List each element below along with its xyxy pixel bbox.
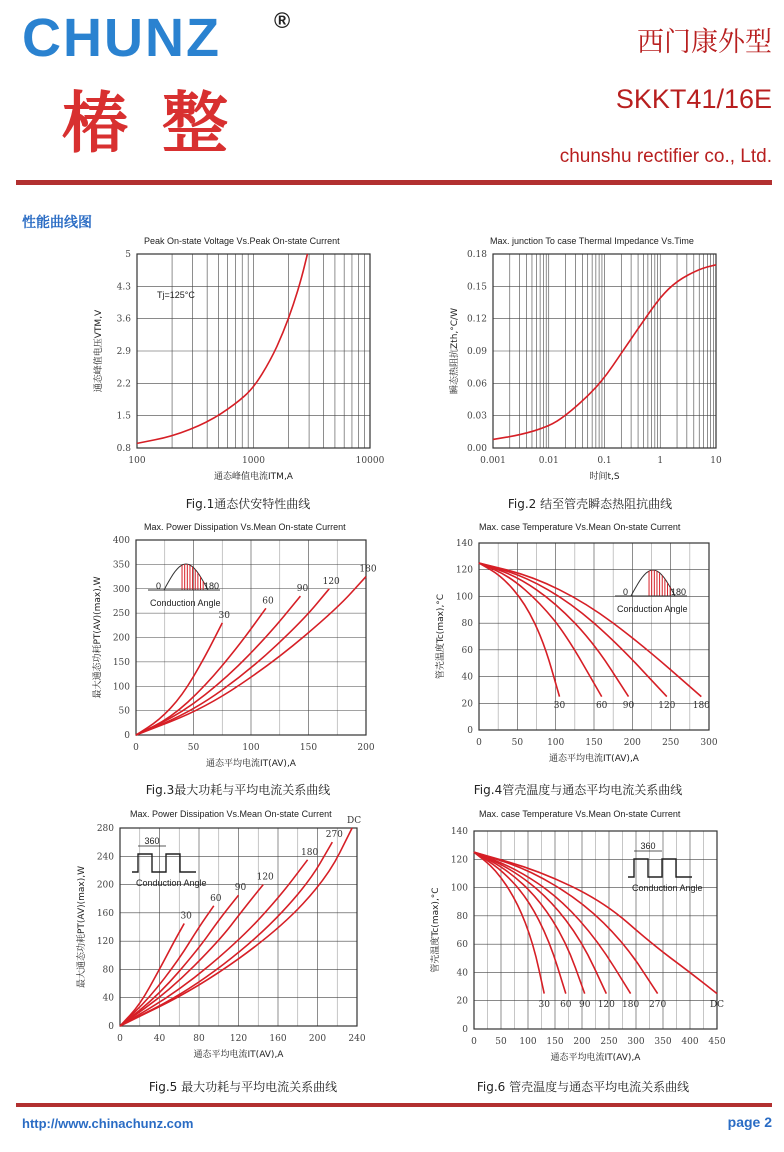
y-tick-label: 120: [96, 937, 114, 948]
x-tick-label: 100: [128, 456, 146, 466]
x-tick-label: 100: [242, 743, 260, 753]
x-tick-label: 10: [710, 456, 722, 466]
series-label: 90: [622, 701, 635, 711]
inset-angle-label: 180: [204, 581, 220, 591]
series-label: 30: [538, 1000, 550, 1010]
series-label: 120: [256, 872, 274, 883]
y-tick-label: 60: [456, 940, 468, 951]
x-axis-label: 通态平均电流IT(AV),A: [193, 1050, 284, 1060]
figure-caption: Fig.1通态伏安特性曲线: [185, 497, 311, 511]
y-tick-label: 250: [112, 609, 130, 620]
chart-title: Max. junction To case Thermal Impedance Vs.Time: [490, 236, 694, 246]
x-tick-label: 0: [476, 738, 482, 748]
conduction-angle-inset: [628, 841, 703, 893]
y-tick-label: 200: [96, 880, 114, 891]
y-tick-label: 100: [455, 592, 473, 603]
x-axis-label: 通态峰值电流ITM,A: [214, 472, 293, 482]
y-tick-label: 40: [102, 993, 114, 1004]
y-tick-label: 240: [96, 852, 114, 863]
x-tick-label: 400: [681, 1037, 699, 1047]
part-number: SKKT41/16E: [615, 84, 772, 114]
inset-caption: Conduction Angle: [632, 883, 703, 893]
x-tick-label: 200: [573, 1037, 591, 1047]
inset-zero-label: 0: [156, 581, 162, 591]
x-tick-label: 0.01: [538, 456, 559, 466]
x-tick-label: 0: [133, 743, 139, 753]
x-tick-label: 0: [471, 1037, 477, 1047]
inset-caption: Conduction Angle: [136, 878, 207, 888]
x-tick-label: 250: [662, 738, 680, 748]
x-axis-label: 通态平均电流IT(AV),A: [550, 1053, 641, 1063]
x-tick-label: 150: [546, 1037, 564, 1047]
chart-title: Peak On-state Voltage Vs.Peak On-state Current: [144, 236, 340, 246]
series-group: [120, 816, 361, 1026]
chart-3: [91, 522, 377, 797]
temperature-annotation: Tj=125°C: [157, 290, 195, 300]
y-tick-label: 0.00: [466, 444, 487, 454]
x-tick-label: 10000: [355, 456, 385, 466]
brand-logo-latin: CHUNZ: [22, 8, 221, 68]
y-tick-label: 0: [462, 1025, 468, 1035]
figure-caption: Fig.5 最大功耗与平均电流关系曲线: [148, 1080, 338, 1094]
y-axis-label: 通态峰值电压VTM,V: [94, 309, 104, 393]
x-tick-label: 300: [700, 738, 718, 748]
y-axis-label: 管壳温度Tc(max),°C: [436, 593, 446, 680]
series-label: 30: [218, 610, 230, 621]
y-tick-label: 140: [455, 539, 473, 549]
x-tick-label: 100: [547, 738, 565, 748]
inset-caption: Conduction Angle: [150, 598, 221, 608]
y-tick-label: 120: [455, 565, 473, 576]
x-tick-label: 160: [269, 1034, 287, 1044]
y-tick-label: 400: [112, 536, 130, 546]
x-tick-label: 0.001: [480, 456, 506, 466]
figure-caption: Fig.2 结至管壳瞬态热阻抗曲线: [507, 497, 673, 511]
y-tick-label: 80: [461, 619, 473, 630]
series-label: 120: [658, 701, 676, 711]
chart-5: [75, 809, 366, 1094]
chart-6: [429, 809, 726, 1094]
x-axis-label: 通态平均电流IT(AV),A: [549, 754, 639, 764]
series-group: [479, 563, 710, 711]
y-tick-label: 150: [112, 657, 130, 668]
y-tick-label: 0.12: [466, 314, 487, 325]
inset-zero-label: 0: [623, 587, 629, 597]
x-tick-label: 350: [654, 1037, 672, 1047]
registered-mark: ®: [274, 8, 291, 33]
figure-caption: Fig.6 管壳温度与通态平均电流关系曲线: [476, 1080, 690, 1094]
square-wave: [628, 859, 692, 877]
company-name: chunshu rectifier co., Ltd.: [559, 146, 772, 167]
x-tick-label: 450: [708, 1037, 726, 1047]
y-axis-label: 管壳温度Tc(max),°C: [431, 887, 441, 973]
x-tick-label: 50: [187, 743, 200, 753]
footer-url[interactable]: http://www.chinachunz.com: [22, 1116, 194, 1131]
series-label: 180: [301, 847, 319, 858]
series-label: 120: [597, 1000, 615, 1010]
y-tick-label: 280: [96, 824, 114, 834]
y-tick-label: 100: [112, 682, 130, 693]
series-label: 180: [692, 701, 710, 711]
series-group: [474, 852, 724, 1010]
y-tick-label: 300: [112, 584, 130, 595]
chart-2: [448, 236, 722, 511]
x-tick-label: 120: [229, 1034, 248, 1044]
chart-title: Max. case Temperature Vs.Mean On-state Current: [479, 809, 681, 819]
y-tick-label: 0: [108, 1022, 114, 1032]
y-tick-label: 0.18: [466, 250, 487, 260]
figure-caption: Fig.3最大功耗与平均电流关系曲线: [145, 783, 331, 797]
series-line-60: [120, 906, 214, 1026]
x-axis-label: 时间t,S: [589, 472, 620, 482]
x-tick-label: 40: [153, 1034, 166, 1044]
y-tick-label: 3.6: [116, 314, 131, 325]
y-tick-label: 1.5: [116, 411, 131, 422]
brand-logo-chinese: 椿整: [62, 85, 262, 162]
x-tick-label: 100: [519, 1037, 537, 1047]
series-label: 30: [180, 911, 192, 922]
x-tick-label: 200: [308, 1034, 327, 1044]
conduction-angle-inset: [148, 564, 221, 608]
series-label: 90: [296, 584, 309, 595]
y-axis-label: 最大通态功耗PT(AV)(max),W: [93, 576, 103, 699]
y-tick-label: 140: [450, 827, 468, 837]
y-tick-label: 2.2: [116, 379, 131, 390]
x-tick-label: 150: [585, 738, 603, 748]
x-tick-label: 200: [357, 743, 375, 753]
conduction-angle-inset: [615, 570, 688, 614]
series-label: 30: [553, 701, 566, 711]
y-tick-label: 5: [125, 250, 131, 260]
x-tick-label: 1000: [242, 456, 265, 466]
sine-wave: [154, 564, 208, 590]
y-tick-label: 0.06: [466, 379, 487, 390]
y-tick-label: 0.09: [466, 347, 487, 357]
y-tick-label: 20: [456, 996, 468, 1007]
x-tick-label: 250: [600, 1037, 618, 1047]
chart-4: [434, 522, 718, 797]
series-label: DC: [347, 816, 362, 826]
grid-lines: [136, 540, 366, 735]
grid-lines: [493, 254, 716, 448]
x-tick-label: 0: [117, 1034, 123, 1044]
x-tick-label: 200: [623, 738, 641, 748]
x-tick-label: 80: [193, 1034, 205, 1044]
y-tick-label: 80: [102, 965, 114, 976]
grid-lines: [137, 254, 370, 448]
y-tick-label: 0.03: [466, 411, 487, 422]
y-tick-label: 350: [112, 560, 130, 571]
inset-angle-label: 180: [671, 587, 687, 597]
series-label: 270: [325, 830, 343, 841]
series-label: DC: [709, 1000, 725, 1010]
footer-divider: [16, 1103, 772, 1107]
x-axis-label: 通态平均电流IT(AV),A: [206, 759, 296, 769]
y-tick-label: 200: [112, 633, 130, 644]
series-label: 60: [262, 596, 274, 607]
y-tick-label: 40: [456, 968, 468, 979]
series-line: [137, 254, 307, 443]
series-label: 60: [560, 1000, 572, 1010]
section-title: 性能曲线图: [22, 214, 92, 230]
series-label: 270: [649, 1000, 667, 1010]
conduction-angle-inset: [132, 836, 207, 888]
y-axis-label: 最大通态功耗PT(AV)(max),W: [77, 865, 87, 989]
y-tick-label: 4.3: [116, 282, 131, 293]
x-tick-label: 1: [657, 456, 664, 466]
y-tick-label: 2.9: [116, 347, 131, 357]
inset-caption: Conduction Angle: [617, 604, 688, 614]
chart-title: Max. case Temperature Vs.Mean On-state Current: [479, 522, 681, 532]
y-tick-label: 120: [450, 855, 468, 866]
chart-title: Max. Power Dissipation Vs.Mean On-state Current: [144, 522, 346, 532]
square-wave: [132, 854, 196, 872]
y-tick-label: 0.8: [116, 444, 131, 454]
chart-title: Max. Power Dissipation Vs.Mean On-state Current: [130, 809, 332, 819]
inset-angle-label: 360: [144, 836, 160, 846]
chart-1: [92, 236, 385, 511]
grid-lines: [474, 831, 717, 1029]
x-tick-label: 150: [299, 743, 318, 753]
series-label: 60: [210, 893, 222, 904]
y-tick-label: 0: [467, 726, 473, 736]
package-type: 西门康外型: [637, 27, 772, 57]
y-tick-label: 160: [96, 908, 114, 919]
series-label: 180: [622, 1000, 640, 1010]
series-label: 120: [322, 576, 340, 587]
x-tick-label: 0.1: [597, 456, 612, 466]
x-tick-label: 50: [511, 738, 524, 748]
series-group: [137, 254, 308, 444]
y-tick-label: 60: [461, 645, 473, 656]
sine-wave: [621, 570, 675, 596]
y-tick-label: 0.15: [466, 282, 487, 293]
y-axis-label: 瞬态热阻抗Zth,°C/W: [450, 308, 460, 394]
series-label: 90: [234, 883, 247, 894]
figure-caption: Fig.4管壳温度与通态平均电流关系曲线: [473, 783, 683, 797]
series-label: 60: [595, 701, 608, 711]
y-tick-label: 50: [118, 706, 130, 717]
page-number: page 2: [727, 1114, 772, 1130]
series-label: 90: [578, 1000, 591, 1010]
y-tick-label: 0: [124, 731, 130, 741]
x-tick-label: 50: [495, 1037, 507, 1047]
y-tick-label: 20: [461, 699, 473, 710]
x-tick-label: 240: [348, 1034, 366, 1044]
y-tick-label: 40: [461, 672, 473, 683]
x-tick-label: 300: [627, 1037, 645, 1047]
y-tick-label: 80: [456, 911, 468, 922]
series-label: 180: [359, 564, 377, 575]
y-tick-label: 100: [450, 883, 468, 894]
inset-angle-label: 360: [640, 841, 656, 851]
